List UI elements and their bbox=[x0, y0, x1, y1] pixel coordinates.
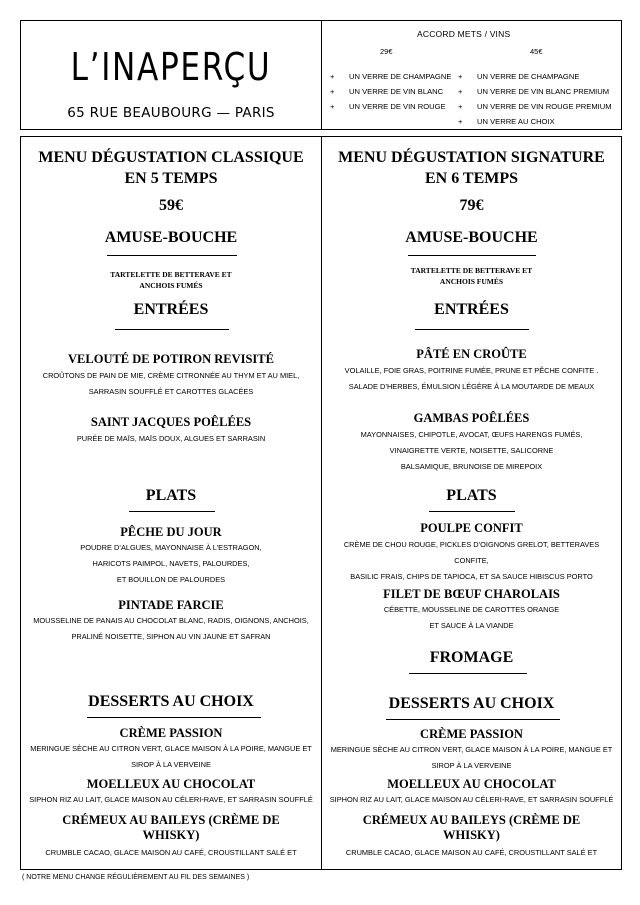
classic-dish-peche: PÊCHE DU JOUR bbox=[120, 525, 222, 539]
signature-dessert-cremeux: CRÉMEUX AU BAILEYS (CRÈME DE WHISKY) bbox=[362, 813, 581, 842]
signature-dessert-passion: CRÈME PASSION bbox=[420, 727, 523, 741]
signature-dessert-moelleux: MOELLEUX AU CHOCOLAT bbox=[387, 777, 556, 791]
classic-desserts-title: DESSERTS AU CHOIX bbox=[88, 693, 254, 710]
pairing-list-29 bbox=[330, 71, 451, 116]
signature-menu-title: MENU DÉGUSTATION SIGNATURE EN 6 TEMPS bbox=[338, 149, 605, 187]
classic-dish-saint-jacques: SAINT JACQUES POÊLÉES bbox=[90, 415, 252, 429]
signature-menu-column bbox=[322, 136, 622, 870]
signature-plats-title: PLATS bbox=[446, 487, 497, 504]
divider bbox=[87, 717, 261, 718]
classic-menu-title: MENU DÉGUSTATION CLASSIQUE EN 5 TEMPS bbox=[38, 149, 304, 187]
signature-dessert-cremeux-desc: CRUMBLE CACAO, GLACE MAISON AU CAFÉ, CROUSTILLANT SALÉ ET bbox=[345, 848, 598, 857]
restaurant-address: 65 RUE BEAUBOURG — PARIS bbox=[67, 105, 275, 121]
menu-change-note: ( NOTRE MENU CHANGE RÉGULIÈREMENT AU FIL DES SEMAINES ) bbox=[22, 874, 250, 881]
list-item: + UN VERRE DE CHAMPAGNE bbox=[330, 72, 452, 81]
classic-dish-saint-jacques-desc: PURÉE DE MAÏS, MAÏS DOUX, ALGUES ET SARRASIN bbox=[76, 434, 266, 443]
signature-amuse-desc: TARTELETTE DE BETTERAVE ET ANCHOIS FUMÉS bbox=[410, 266, 533, 286]
pairing-price-45: 45€ bbox=[530, 47, 543, 56]
signature-dish-pate: PÂTÉ EN CROÛTE bbox=[416, 347, 527, 361]
classic-dessert-cremeux: CRÉMEUX AU BAILEYS (CRÈME DE WHISKY) bbox=[62, 813, 280, 842]
signature-dish-poulpe: POULPE CONFIT bbox=[420, 521, 523, 535]
divider bbox=[409, 673, 527, 674]
signature-dish-poulpe-desc: CRÈME DE CHOU ROUGE, PICKLES D’OIGNONS GRELOT, BETTERAVES CONFITE, BASILIC FRAIS, CHIPS DE TAPIOCA, ET SA SAUCE HIBISCUS PORTO bbox=[343, 540, 600, 581]
signature-amuse-title: AMUSE-BOUCHE bbox=[405, 229, 538, 246]
list-item: + UN VERRE DE VIN BLANC PREMIUM bbox=[458, 87, 610, 96]
classic-menu-column bbox=[20, 136, 322, 870]
list-item: + UN VERRE DE VIN BLANC bbox=[330, 87, 444, 96]
header-brand-box bbox=[20, 20, 322, 130]
signature-desserts-title: DESSERTS AU CHOIX bbox=[388, 695, 555, 712]
pairing-price-29: 29€ bbox=[380, 47, 393, 56]
divider bbox=[429, 511, 515, 512]
signature-fromage-title: FROMAGE bbox=[429, 649, 514, 666]
wine-pairing-box bbox=[322, 20, 622, 130]
classic-dessert-passion: CRÈME PASSION bbox=[119, 726, 223, 740]
signature-dish-gambas: GAMBAS POÊLÉES bbox=[413, 411, 530, 425]
signature-dish-gambas-desc: MAYONNAISES, CHIPOTLE, AVOCAT, ŒUFS HARENGS FUMÉS, VINAIGRETTE VERTE, NOISETTE, SALICORNE BALSAMIQUE, BRUNOISE DE MIREPOIX bbox=[360, 430, 583, 471]
classic-dessert-moelleux: MOELLEUX AU CHOCOLAT bbox=[86, 777, 256, 791]
pairing-list-45 bbox=[458, 71, 612, 131]
list-item: + UN VERRE DE VIN ROUGE PREMIUM bbox=[458, 102, 612, 111]
divider bbox=[415, 329, 529, 330]
signature-dessert-moelleux-desc: SIPHON RIZ AU LAIT, GLACE MAISON AU CÉLERI-RAVE, ET SARRASIN SOUFFLÉ bbox=[329, 795, 614, 804]
classic-dessert-passion-desc: MERINGUE SÈCHE AU CITRON VERT, GLACE MAISON À LA POIRE, MANGUE ET SIROP À LA VERVEINE bbox=[30, 744, 312, 769]
classic-plats-title: PLATS bbox=[145, 487, 197, 504]
signature-dessert-passion-desc: MERINGUE SÈCHE AU CITRON VERT, GLACE MAISON À LA POIRE, MANGUE ET SIROP À LA VERVEINE bbox=[330, 745, 613, 770]
list-item: + UN VERRE DE VIN ROUGE bbox=[330, 102, 446, 111]
divider bbox=[386, 719, 560, 720]
divider bbox=[107, 255, 237, 256]
divider bbox=[115, 329, 229, 330]
list-item: + UN VERRE DE CHAMPAGNE bbox=[458, 72, 580, 81]
classic-amuse-title: AMUSE-BOUCHE bbox=[104, 229, 238, 246]
classic-entrees-title: ENTRÉES bbox=[133, 301, 209, 318]
classic-dish-pintade: PINTADE FARCIE bbox=[118, 598, 224, 612]
classic-amuse-desc: TARTELETTE DE BETTERAVE ET ANCHOIS FUMÉS bbox=[110, 270, 232, 290]
classic-dessert-moelleux-desc: SIPHON RIZ AU LAIT, GLACE MAISON AU CÉLERI-RAVE, ET SARRASIN SOUFFLÉ bbox=[29, 795, 313, 804]
pairing-title: ACCORD METS / VINS bbox=[417, 29, 511, 39]
signature-dish-boeuf-desc: CÉBETTE, MOUSSELINE DE CAROTTES ORANGE ET SAUCE À LA VIANDE bbox=[383, 605, 560, 630]
classic-dish-peche-desc: POUDRE D’ALGUES, MAYONNAISE À L’ESTRAGON, HARICOTS PAIMPOL, NAVETS, PALOURDES, ET BOUILLON DE PALOURDES bbox=[80, 543, 262, 584]
classic-dish-pintade-desc: MOUSSELINE DE PANAIS AU CHOCOLAT BLANC, RADIS, OIGNONS, ANCHOIS, PRALINÉ NOISETTE, SIPHON AU VIN JAUNE ET SAFRAN bbox=[33, 616, 309, 641]
restaurant-logo: L’INAPERÇU bbox=[70, 45, 272, 89]
list-item: + UN VERRE AU CHOIX bbox=[458, 117, 555, 126]
signature-entrees-title: ENTRÉES bbox=[434, 301, 509, 318]
classic-menu-price: 59€ bbox=[159, 197, 183, 214]
classic-dish-veloute-desc: CROÛTONS DE PAIN DE MIE, CRÈME CITRONNÉE AU THYM ET AU MIEL, SARRASIN SOUFFLÉ ET CAROTTES GLACÉES bbox=[42, 371, 300, 396]
divider bbox=[129, 511, 215, 512]
classic-dish-veloute: VELOUTÉ DE POTIRON REVISITÉ bbox=[68, 352, 274, 366]
signature-menu-price: 79€ bbox=[459, 197, 484, 214]
signature-dish-pate-desc: VOLAILLE, FOIE GRAS, POITRINE FUMÉE, PRUNE ET PÊCHE CONFITE . SALADE D’HERBES, ÉMULSION LÉGÈRE À LA MOUTARDE DE MEAUX bbox=[344, 366, 599, 391]
signature-dish-boeuf: FILET DE BŒUF CHAROLAIS bbox=[383, 587, 560, 601]
divider bbox=[408, 255, 536, 256]
classic-dessert-cremeux-desc: CRUMBLE CACAO, GLACE MAISON AU CAFÉ, CROUSTILLANT SALÉ ET bbox=[45, 848, 297, 857]
